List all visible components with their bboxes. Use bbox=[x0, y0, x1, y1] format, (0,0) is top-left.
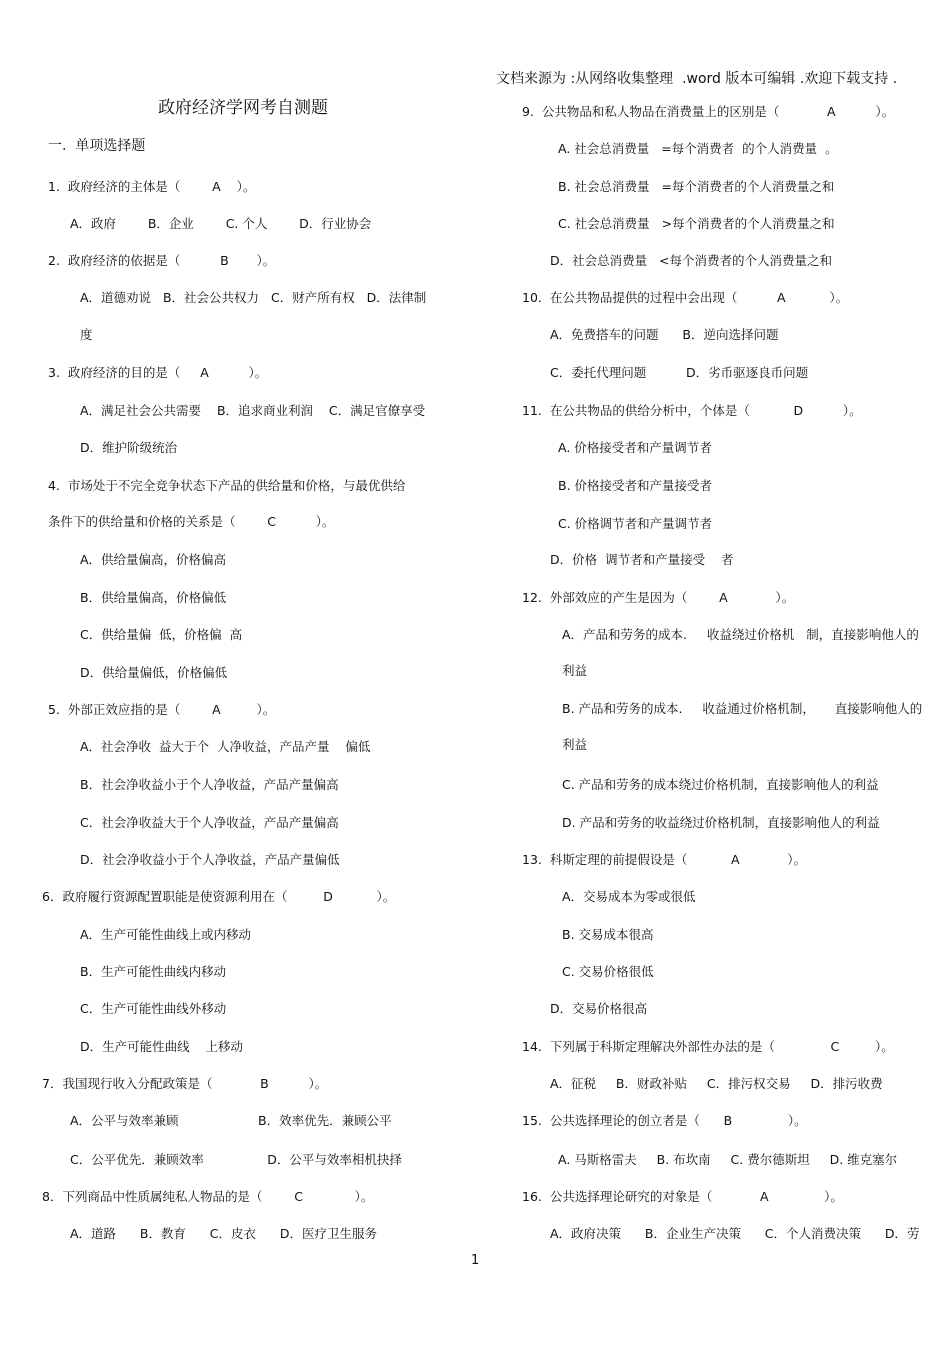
question-9-option-b: B. 社会总消费量 =每个消费者的个人消费量之和 bbox=[558, 179, 835, 194]
section-heading: 一. 单项选择题 bbox=[48, 138, 146, 154]
question-11-option-d: D．价格 调节者和产量接受 者 bbox=[550, 552, 734, 567]
question-12-option-a: A．产品和劳务的成本. 收益绕过价格机 制，直接影响他人的 bbox=[562, 627, 919, 642]
question-5: 5. 外部正效应指的是（ A ）。 bbox=[48, 702, 276, 717]
question-1: 1. 政府经济的主体是（ A ）。 bbox=[48, 179, 256, 194]
question-3: 3. 政府经济的目的是（ A ）。 bbox=[48, 365, 268, 380]
question-6-option-a: A．生产可能性曲线上或内移动 bbox=[80, 927, 252, 942]
page-number: 1 bbox=[471, 1253, 480, 1268]
question-10-options-cd: C．委托代理问题 D．劣币驱逐良币问题 bbox=[550, 365, 809, 380]
question-7-options-cd: C．公平优先．兼顾效率 D．公平与效率相机抉择 bbox=[70, 1152, 402, 1167]
question-9: 9. 公共物品和私人物品在消费量上的区别是（ A ）。 bbox=[522, 104, 895, 119]
question-14: 14. 下列属于科斯定理解决外部性办法的是（ C ）。 bbox=[522, 1039, 894, 1054]
question-5-option-b: B．社会净收益小于个人净收益，产品产量偏高 bbox=[80, 777, 339, 792]
question-4-option-b: B．供给量偏高，价格偏低 bbox=[80, 590, 227, 605]
question-5-option-d: D．社会净收益小于个人净收益，产品产量偏低 bbox=[80, 852, 340, 867]
page-title: 政府经济学网考自测题 bbox=[158, 98, 328, 118]
question-13-option-b: B. 交易成本很高 bbox=[562, 927, 654, 942]
question-4: 4. 市场处于不完全竞争状态下产品的供给量和价格，与最优供给 bbox=[48, 478, 406, 493]
question-15: 15. 公共选择理论的创立者是（ B ）。 bbox=[522, 1113, 807, 1128]
question-9-option-a: A. 社会总消费量 =每个消费者 的个人消费量 。 bbox=[558, 141, 838, 156]
question-2-options: A．道德劝说 B．社会公共权力 C．财产所有权 D．法律制 bbox=[80, 290, 427, 305]
question-5-option-a: A．社会净收 益大于个 人净收益，产品产量 偏低 bbox=[80, 739, 371, 754]
question-6: 6．政府履行资源配置职能是使资源利用在（ D ）。 bbox=[42, 889, 396, 904]
question-8: 8．下列商品中性质属纯私人物品的是（ C ）。 bbox=[42, 1189, 374, 1204]
question-11: 11. 在公共物品的供给分析中，个体是（ D ）。 bbox=[522, 403, 862, 418]
question-7-options-ab: A．公平与效率兼顾 B．效率优先．兼顾公平 bbox=[70, 1113, 392, 1128]
question-1-options: A．政府 B．企业 C. 个人 D．行业协会 bbox=[70, 216, 372, 231]
question-12-option-d: D. 产品和劳务的收益绕过价格机制，直接影响他人的利益 bbox=[562, 815, 880, 830]
question-6-option-d: D．生产可能性曲线 上移动 bbox=[80, 1039, 244, 1054]
question-10-options-ab: A．免费搭车的问题 B．逆向选择问题 bbox=[550, 327, 779, 342]
question-7: 7．我国现行收入分配政策是（ B ）。 bbox=[42, 1076, 328, 1091]
question-9-option-d: D．社会总消费量 <每个消费者的个人消费量之和 bbox=[550, 253, 833, 268]
page-header: 文档来源为 :从网络收集整理 .word 版本可编辑 .欢迎下载支持 . bbox=[496, 71, 898, 87]
question-12: 12. 外部效应的产生是因为（ A ）。 bbox=[522, 590, 795, 605]
question-11-option-c: C. 价格调节者和产量调节者 bbox=[558, 516, 713, 531]
question-9-option-c: C. 社会总消费量 >每个消费者的个人消费量之和 bbox=[558, 216, 835, 231]
question-13-option-d: D．交易价格很高 bbox=[550, 1001, 648, 1016]
question-16: 16. 公共选择理论研究的对象是（ A ）。 bbox=[522, 1189, 843, 1204]
question-13-option-a: A．交易成本为零或很低 bbox=[562, 889, 696, 904]
question-8-options: A．道路 B．教育 C．皮衣 D．医疗卫生服务 bbox=[70, 1226, 378, 1241]
question-12-option-b: B. 产品和劳务的成本. 收益通过价格机制， 直接影响他人的 bbox=[562, 701, 923, 716]
question-6-option-b: B．生产可能性曲线内移动 bbox=[80, 964, 227, 979]
question-16-options: A．政府决策 B．企业生产决策 C．个人消费决策 D．劳 bbox=[550, 1226, 920, 1241]
question-13: 13. 科斯定理的前提假设是（ A ）。 bbox=[522, 852, 807, 867]
question-3-options: A．满足社会公共需要 B．追求商业利润 C．满足官僚享受 bbox=[80, 403, 426, 418]
question-12-option-b-cont: 利益 bbox=[562, 737, 588, 752]
question-5-option-c: C．社会净收益大于个人净收益，产品产量偏高 bbox=[80, 815, 339, 830]
question-2-options-cont: 度 bbox=[80, 327, 93, 342]
question-6-option-c: C．生产可能性曲线外移动 bbox=[80, 1001, 227, 1016]
question-10: 10. 在公共物品提供的过程中会出现（ A ）。 bbox=[522, 290, 849, 305]
question-4-option-a: A．供给量偏高，价格偏高 bbox=[80, 552, 227, 567]
question-3-option-d: D．维护阶级统治 bbox=[80, 440, 178, 455]
question-14-options: A．征税 B．财政补贴 C．排污权交易 D．排污收费 bbox=[550, 1076, 883, 1091]
question-12-option-c: C. 产品和劳务的成本绕过价格机制，直接影响他人的利益 bbox=[562, 777, 879, 792]
question-4-option-d: D．供给量偏低，价格偏低 bbox=[80, 665, 228, 680]
question-11-option-a: A. 价格接受者和产量调节者 bbox=[558, 440, 712, 455]
question-11-option-b: B. 价格接受者和产量接受者 bbox=[558, 478, 713, 493]
question-4-cont: 条件下的供给量和价格的关系是（ C ）。 bbox=[48, 514, 335, 529]
question-13-option-c: C. 交易价格很低 bbox=[562, 964, 654, 979]
question-12-option-a-cont: 利益 bbox=[562, 663, 588, 678]
question-15-options: A. 马斯格雷夫 B. 布坎南 C. 费尔德斯坦 D. 维克塞尔 bbox=[558, 1152, 898, 1167]
question-2: 2. 政府经济的依据是（ B ）。 bbox=[48, 253, 276, 268]
question-4-option-c: C．供给量偏 低，价格偏 高 bbox=[80, 627, 243, 642]
